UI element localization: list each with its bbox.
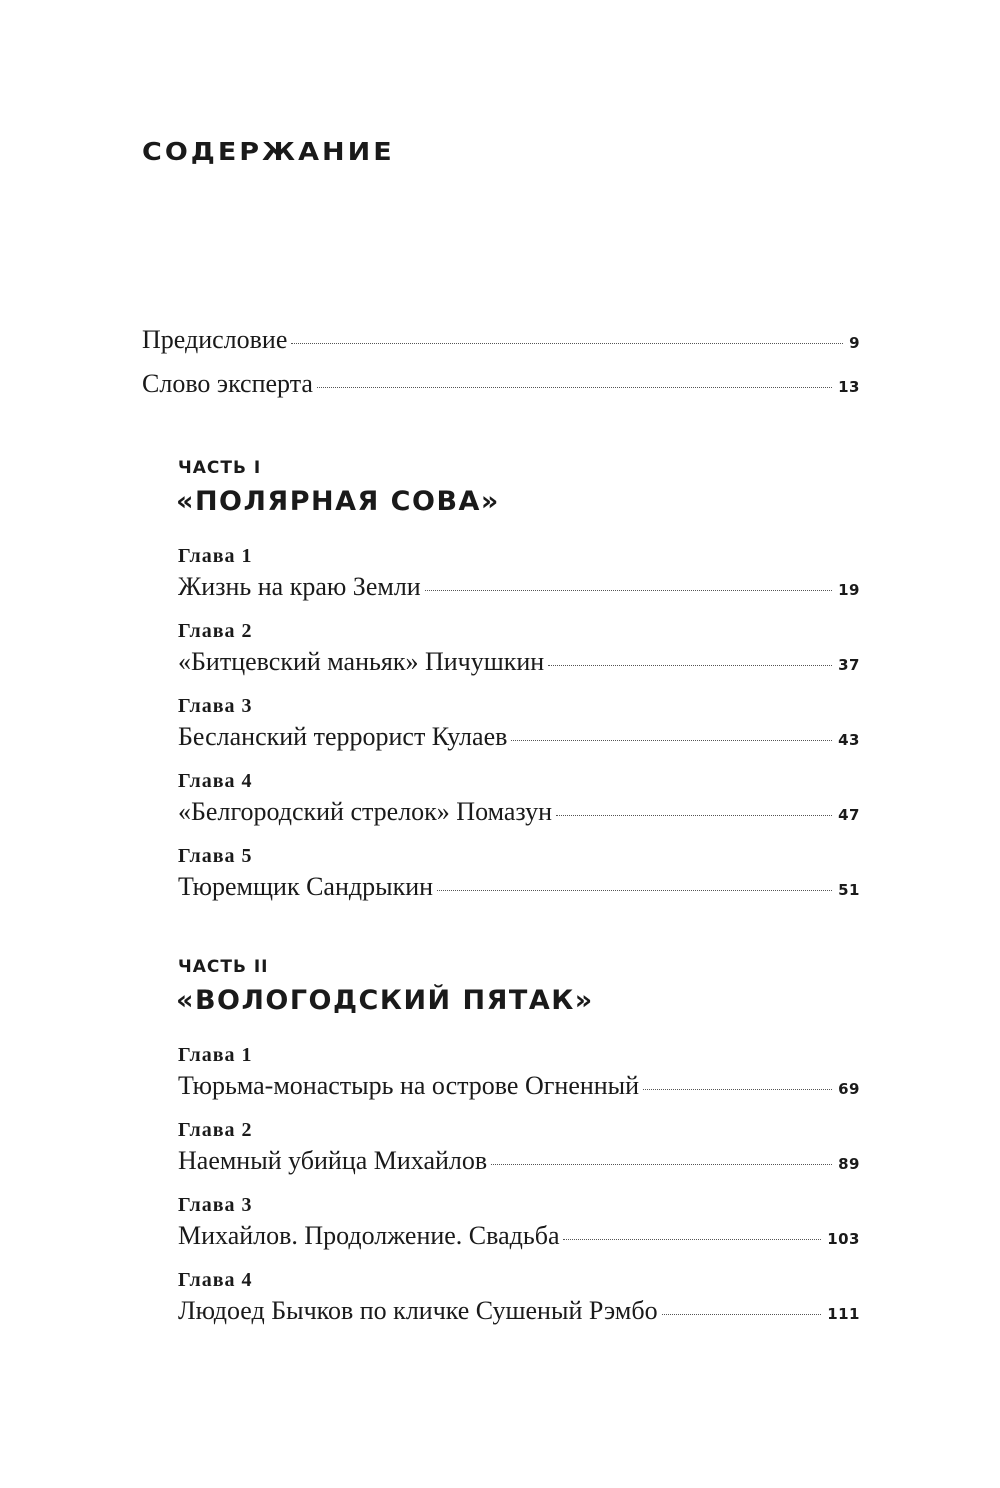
toc-entry-chapter[interactable] [178,722,860,755]
toc-entry-title: Людоед Бычков по кличке Сушеный Рэмбо [178,1296,658,1325]
part-title: «ВОЛОГОДСКИЙ ПЯТАК» [176,985,594,1016]
dot-leader [491,1164,832,1165]
toc-entry-page: 43 [838,731,860,749]
toc-entry-chapter[interactable] [178,1071,860,1104]
part-label: ЧАСТЬ I [178,458,262,478]
chapter-label: Глава 2 [178,620,253,642]
chapter-label: Глава 2 [178,1119,253,1141]
toc-entry-title: Слово эксперта [142,369,313,398]
chapter-label: Глава 3 [178,695,253,717]
toc-entry-chapter[interactable] [178,1296,860,1329]
part-title: «ПОЛЯРНАЯ СОВА» [176,486,500,517]
toc-entry-title: Михайлов. Продолжение. Свадьба [178,1221,560,1250]
toc-entry-chapter[interactable] [178,797,860,830]
chapter-label: Глава 1 [178,1044,253,1066]
toc-entry-title: «Битцевский маньяк» Пичушкин [178,647,545,676]
dot-leader [317,387,832,388]
toc-entry-page: 51 [838,881,860,899]
toc-entry-expert-word[interactable] [142,369,860,402]
chapter-label: Глава 5 [178,845,253,867]
toc-entry-title: Тюрьма-монастырь на острове Огненный [178,1071,640,1100]
toc-entry-chapter[interactable] [178,572,860,605]
toc-entry-title: Бесланский террорист Кулаев [178,722,508,751]
dot-leader [291,343,843,344]
toc-entry-page: 103 [827,1230,860,1248]
toc-entry-title: «Белгородский стрелок» Помазун [178,797,553,826]
page-title: СОДЕРЖАНИЕ [142,138,395,167]
toc-entry-page: 13 [838,378,860,396]
toc-entry-chapter[interactable] [178,872,860,905]
toc-entry-page: 19 [838,581,860,599]
toc-entry-page: 9 [849,334,860,352]
toc-entry-page: 69 [838,1080,860,1098]
dot-leader [563,1239,821,1240]
toc-entry-foreword[interactable] [142,325,860,358]
dot-leader [437,890,832,891]
chapter-label: Глава 4 [178,1269,253,1291]
chapter-label: Глава 3 [178,1194,253,1216]
chapter-label: Глава 1 [178,545,253,567]
chapter-label: Глава 4 [178,770,253,792]
dot-leader [548,665,832,666]
dot-leader [511,740,832,741]
toc-entry-page: 47 [838,806,860,824]
part-label: ЧАСТЬ II [178,957,269,977]
dot-leader [425,590,832,591]
toc-entry-page: 37 [838,656,860,674]
toc-entry-title: Наемный убийца Михайлов [178,1146,488,1175]
toc-entry-title: Жизнь на краю Земли [178,572,421,601]
toc-entry-title: Предисловие [142,325,288,354]
toc-entry-chapter[interactable] [178,1146,860,1179]
dot-leader [662,1314,822,1315]
toc-entry-chapter[interactable] [178,1221,860,1254]
dot-leader [556,815,832,816]
toc-entry-title: Тюремщик Сандрыкин [178,872,434,901]
toc-entry-page: 111 [827,1305,860,1323]
toc-entry-page: 89 [838,1155,860,1173]
toc-entry-chapter[interactable] [178,647,860,680]
dot-leader [643,1089,832,1090]
